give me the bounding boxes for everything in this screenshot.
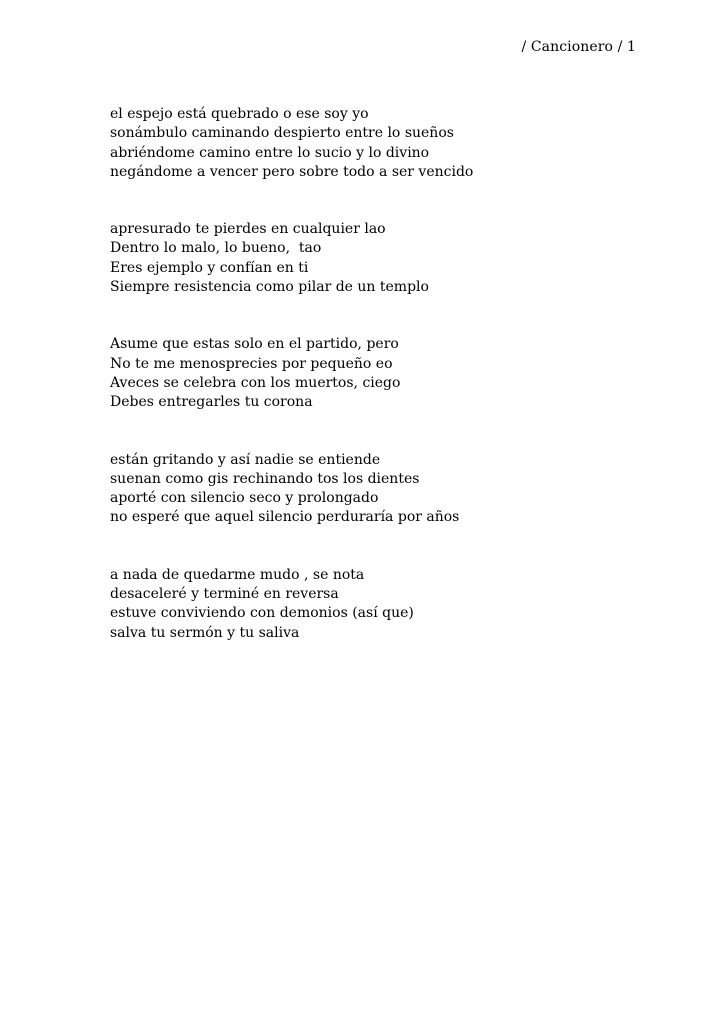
poem-line: aporté con silencio seco y prolongado: [110, 490, 379, 507]
page-header: / Cancionero / 1: [521, 39, 636, 55]
poem-line: a nada de quedarme mudo , se nota: [110, 566, 365, 583]
poem-line: salva tu sermón y tu saliva: [110, 624, 300, 641]
poem-body: [110, 105, 670, 643]
poem-line: el espejo está quebrado o ese soy yo: [110, 106, 369, 122]
poem-line: estuve conviviendo con demonios (así que): [110, 605, 414, 622]
poem-line: sonámbulo caminando despierto entre lo sueños: [110, 125, 454, 142]
poem-line: Aveces se celebra con los muertos, ciego: [110, 374, 401, 391]
poem-line: Dentro lo malo, lo bueno, tao: [110, 240, 322, 257]
poem-line: están gritando y así nadie se entiende: [110, 451, 381, 468]
stanza-2: [110, 220, 670, 297]
poem-line: suenan como gis rechinando tos los dientes: [110, 470, 420, 487]
poem-line: Eres ejemplo y confían en ti: [110, 259, 309, 276]
stanza-1: [110, 105, 670, 182]
stanza-4: [110, 451, 670, 528]
stanza-3: [110, 335, 670, 412]
poem-line: Siempre resistencia como pilar de un templo: [110, 279, 429, 296]
poem-line: Asume que estas solo en el partido, pero: [110, 336, 399, 353]
stanza-5: [110, 566, 670, 643]
poem-line: desaceleré y terminé en reversa: [110, 586, 339, 603]
poem-line: apresurado te pierdes en cualquier lao: [110, 221, 386, 238]
poem-line: Debes entregarles tu corona: [110, 394, 313, 411]
poem-line: no esperé que aquel silencio perduraría por años: [110, 509, 460, 526]
poem-line: abriéndome camino entre lo sucio y lo divino: [110, 144, 430, 161]
poem-line: No te me menosprecies por pequeño eo: [110, 355, 393, 372]
poem-line: negándome a vencer pero sobre todo a ser vencido: [110, 163, 474, 180]
